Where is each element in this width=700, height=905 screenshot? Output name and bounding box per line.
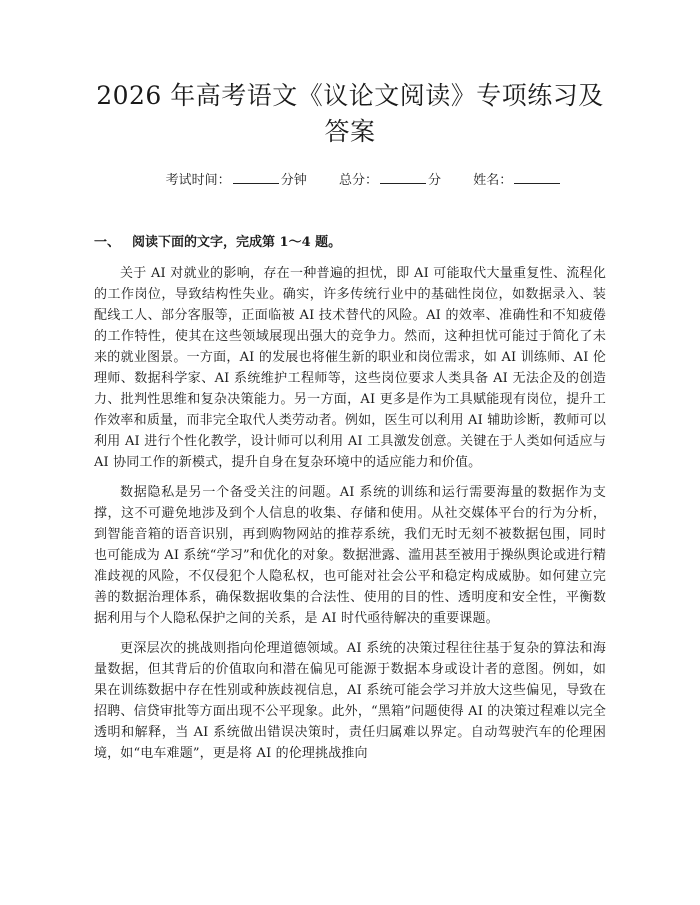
exam-time-unit: 分钟 [280, 173, 307, 188]
total-score-label: 总分： [338, 173, 378, 188]
exam-time-blank [233, 170, 279, 184]
total-score-unit: 分 [428, 173, 442, 188]
section-heading [94, 233, 606, 253]
page-title [94, 78, 606, 150]
paragraph-1: 关于 AI 对就业的影响，存在一种普遍的担忧，即 AI 可能取代大量重复性、流程化的工作岗位，导致结构性失业。确实，许多传统行业中的基础性岗位，如数据录入、装配线工人、部分客服等，正面临被 AI 技术替代的风险。AI 的效率、准确性和不知疲倦的工作特性，使其在这些领域展现出强大的竞争力。然而，这种担忧可能过于简化了未来的就业图景。一方面，AI 的发展也将催生新的职业和岗位需求，如 AI 训练师、AI 伦理师、数据科学家、AI 系统维护工程师等，这些岗位要求人类具备 AI 无法企及的创造力、批判性思维和复杂决策能力。另一方面，AI 更多是作为工具赋能现有岗位，提升工作效率和质量，而非完全取代人类劳动者。例如，医生可以利用 AI 辅助诊断，教师可以利用 AI 进行个性化教学，设计师可以利用 AI 工具激发创意。关键在于人类如何适应与 AI 协同工作的新模式，提升自身在复杂环境中的适应能力和价值。 [94, 266, 606, 470]
exam-time-label: 考试时间： [165, 173, 231, 188]
name-blank [514, 170, 560, 184]
section-number: 一、 [94, 235, 121, 250]
total-score-blank [380, 170, 426, 184]
title-line-1: 2026 年高考语文《议论文阅读》专项练习及 [96, 81, 604, 110]
name-label: 姓名： [473, 173, 513, 188]
section-instruction: 阅读下面的文字，完成第 1～4 题。 [132, 235, 342, 250]
exam-info-line [94, 170, 606, 191]
paragraph-3: 更深层次的挑战则指向伦理道德领域。AI 系统的决策过程往往基于复杂的算法和海量数据，但其背后的价值取向和潜在偏见可能源于数据本身或设计者的意图。例如，如果在训练数据中存在性别或种族歧视信息，AI 系统可能会学习并放大这些偏见，导致在招聘、信贷审批等方面出现不公平现象。此外，“黑箱”问题使得 AI 的决策过程难以完全透明和解释，当 AI 系统做出错误决策时，责任归属难以界定。自动驾驶汽车的伦理困境，如“电车难题”，更是将 AI 的伦理挑战推向 [94, 641, 606, 761]
title-line-2: 答案 [324, 117, 376, 146]
paragraph-2: 数据隐私是另一个备受关注的问题。AI 系统的训练和运行需要海量的数据作为支撑，这不可避免地涉及到个人信息的收集、存储和使用。从社交媒体平台的行为分析，到智能音箱的语音识别，再到购物网站的推荐系统，我们无时无刻不被数据包围，同时也可能成为 AI 系统“学习”和优化的对象。数据泄露、滥用甚至被用于操纵舆论或进行精准歧视的风险，不仅侵犯个人隐私权，也可能对社会公平和稳定构成威胁。如何建立完善的数据治理体系，确保数据收集的合法性、使用的目的性、透明度和安全性，平衡数据利用与个人隐私保护之间的关系，是 AI 时代亟待解决的重要课题。 [94, 485, 606, 626]
